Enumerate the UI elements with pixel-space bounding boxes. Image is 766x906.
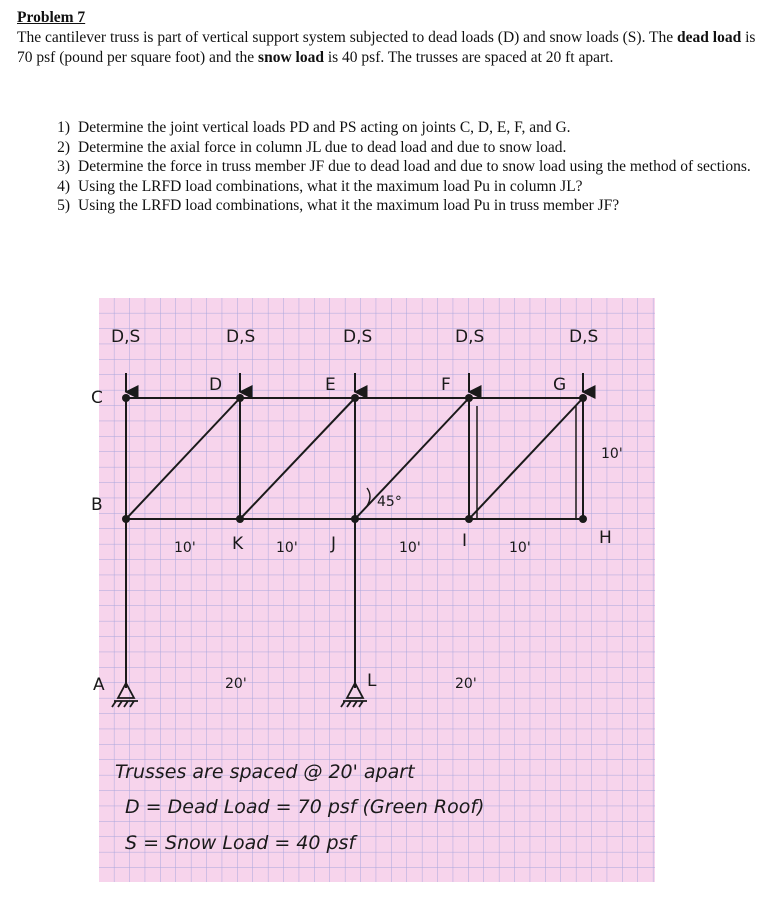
support-label: A [93,675,105,695]
spacing-label: 10' [509,540,531,556]
joint-label: J [331,534,337,554]
dead-load-term: dead load [677,29,742,46]
joint-F [465,394,473,402]
joint-C [122,394,130,402]
joint-label: E [325,375,336,395]
question-text: Using the LRFD load combinations, what it the maximum load Pu in truss member JF? [78,197,620,214]
joint-label: H [599,528,612,548]
spacing-label: 10' [399,540,421,556]
load-label: D,S [343,327,373,347]
angle-label: 45° [377,494,402,510]
column-height-label: 20' [455,676,477,692]
joint-H [579,515,587,523]
joint-I [465,515,473,523]
joint-J [351,515,359,523]
intro-part-1: The cantilever truss is part of vertical support system subjected to dead loads (D) and snow loads (S). The [17,29,678,46]
problem-statement [17,28,757,68]
snow-load-term: snow load [258,49,324,66]
spacing-label: 10' [276,540,298,556]
question-item [30,157,760,177]
problem-title: Problem 7 [17,9,86,26]
joint-label: B [91,495,103,515]
graph-grid [99,298,655,882]
question-number: 5) [57,197,70,214]
question-item [30,138,760,158]
load-label: D,S [226,327,256,347]
question-list [30,118,760,216]
load-label: D,S [111,327,141,347]
intro-part-2: is 70 psf (pound per square foot) and the [17,29,756,66]
question-text: Determine the force in truss member JF due to dead load and due to snow load using the method of sections. [78,158,751,175]
question-text: Using the LRFD load combinations, what it the maximum load Pu in column JL? [78,177,583,195]
question-item [30,196,760,216]
joint-label: K [232,534,244,554]
joint-label: D [209,375,223,395]
question-item [30,118,760,138]
question-number: 4) [57,177,70,195]
question-text: Determine the joint vertical loads PD and PS acting on joints C, D, E, F, and G. [78,119,571,136]
question-number: 2) [57,138,70,156]
question-text: Determine the axial force in column JL due to dead load and due to snow load. [78,138,567,156]
note-line: S = Snow Load = 40 psf [125,832,356,854]
joint-D [236,394,244,402]
load-label: D,S [455,327,485,347]
column-height-label: 20' [225,676,247,692]
joint-label: I [462,531,468,551]
load-label: D,S [569,327,599,347]
spacing-label: 10' [174,540,196,556]
joint-label: C [91,388,103,408]
question-number: 3) [57,158,70,175]
truss-sketch [91,298,655,882]
support-label: L [367,671,377,691]
note-line: Trusses are spaced @ 20' apart [115,761,415,783]
joint-label: G [553,375,567,395]
question-number: 1) [57,119,70,136]
question-item [30,177,760,197]
height-label: 10' [601,446,623,462]
joint-B [122,515,130,523]
joint-G [579,394,587,402]
joint-label: F [441,375,451,395]
intro-part-3: is 40 psf. The trusses are spaced at 20 ft apart. [323,49,614,66]
joint-K [236,515,244,523]
joint-E [351,394,359,402]
note-line: D = Dead Load = 70 psf (Green Roof) [125,796,485,818]
